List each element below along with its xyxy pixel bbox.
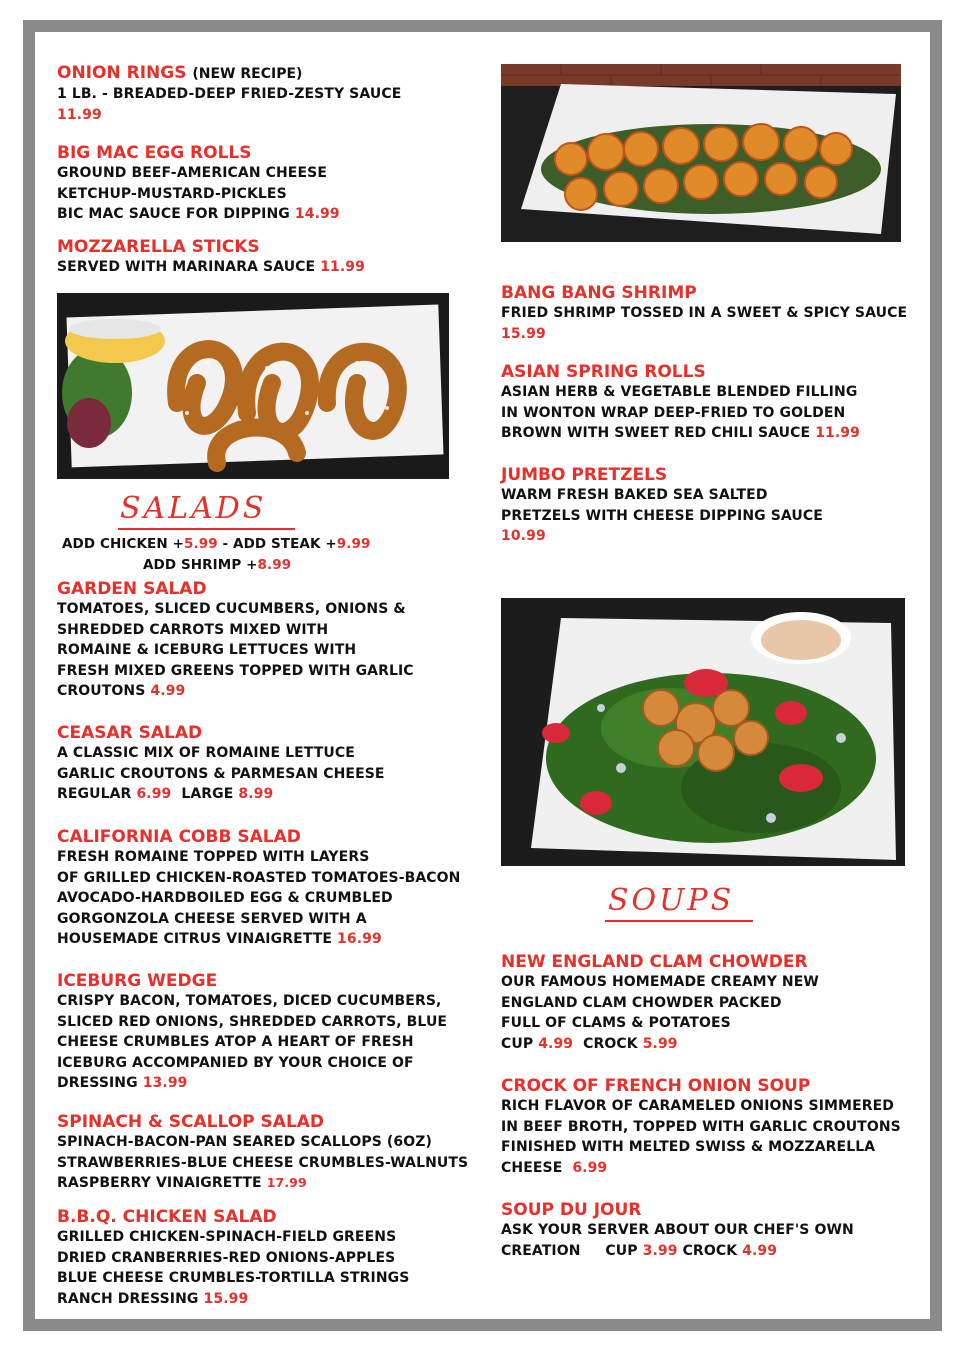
item-title: B.B.Q. CHICKEN SALAD [57, 1207, 277, 1227]
item-price: 11.99 [57, 106, 102, 123]
garden-salad: GARDEN SALAD TOMATOES, SLICED CUCUMBERS, ONIONS & SHREDDED CARROTS MIXED WITH ROMAINE & ICEBURG LETTUCES WITH FRESH MIXED GREENS TOPPED WITH GARLIC CROUTONS 4.99 [57, 579, 414, 700]
item-title: CEASAR SALAD [57, 723, 203, 743]
soups-underline [605, 920, 753, 922]
salads-heading: SALADS [120, 491, 267, 526]
salads-underline [118, 528, 295, 530]
ceasar-salad: CEASAR SALAD A CLASSIC MIX OF ROMAINE LETTUCE GARLIC CROUTONS & PARMESAN CHEESE REGULAR 6.99 LARGE 8.99 [57, 723, 385, 803]
onion-rings [57, 63, 401, 125]
salad-addons: ADD CHICKEN +5.99 - ADD STEAK +9.99 ADD SHRIMP +8.99 [62, 536, 371, 573]
item-title: SPINACH & SCALLOP SALAD [57, 1112, 325, 1132]
big-mac-egg-rolls [57, 143, 340, 225]
item-title: BANG BANG SHRIMP [501, 283, 697, 303]
mozzarella-sticks [57, 237, 365, 278]
item-desc: GROUND BEEF-AMERICAN CHEESE [57, 165, 327, 181]
bbq-chicken-salad: B.B.Q. CHICKEN SALAD GRILLED CHICKEN-SPINACH-FIELD GREENS DRIED CRANBERRIES-RED ONIONS-APPLES BLUE CHEESE CRUMBLES-TORTILLA STRINGS RANCH DRESSING 15.99 [57, 1207, 410, 1307]
item-desc: 1 LB. - BREADED-DEEP FRIED-ZESTY SAUCE [57, 86, 402, 102]
asian-spring-rolls: ASIAN SPRING ROLLS ASIAN HERB & VEGETABLE BLENDED FILLING IN WONTON WRAP DEEP-FRIED TO GOLDEN BROWN WITH SWEET RED CHILI SAUCE 11.99 [501, 362, 860, 442]
item-title: JUMBO PRETZELS [501, 465, 668, 485]
spinach-scallop-salad: SPINACH & SCALLOP SALAD SPINACH-BACON-PAN SEARED SCALLOPS (6OZ) STRAWBERRIES-BLUE CHEESE CRUMBLES-WALNUTS RASPBERRY VINAIGRETTE 17.99 [57, 1112, 469, 1192]
california-cobb-salad: CALIFORNIA COBB SALAD FRESH ROMAINE TOPPED WITH LAYERS OF GRILLED CHICKEN-ROASTED TOMATOES-BACON AVOCADO-HARDBOILED EGG & CRUMBLED GORGONZOLA CHEESE SERVED WITH A HOUSEMADE CITRUS VINAIGRETTE 16.99 [57, 827, 461, 948]
pretzel-photo [57, 293, 449, 479]
iceburg-wedge: ICEBURG WEDGE CRISPY BACON, TOMATOES, DICED CUCUMBERS, SLICED RED ONIONS, SHREDDED CARROTS, BLUE CHEESE CRUMBLES ATOP A HEART OF FRESH ICEBURG ACCOMPANIED BY YOUR CHOICE OF DRESSING 13.99 [57, 971, 448, 1092]
jumbo-pretzels: JUMBO PRETZELS WARM FRESH BAKED SEA SALTED PRETZELS WITH CHEESE DIPPING SAUCE 10.99 [501, 465, 823, 545]
crock-of-french-onion-soup: CROCK OF FRENCH ONION SOUP RICH FLAVOR OF CARAMELED ONIONS SIMMERED IN BEEF BROTH, TOPPED WITH GARLIC CROUTONS FINISHED WITH MELTED SWISS & MOZZARELLA CHEESE 6.99 [501, 1076, 901, 1176]
item-desc: SERVED WITH MARINARA SAUCE 11.99 [57, 259, 365, 275]
item-title: SOUP DU JOUR [501, 1200, 642, 1220]
spinach-salad-photo [501, 598, 905, 866]
item-title: ONION RINGS (NEW RECIPE) [57, 63, 303, 83]
soup-du-jour: SOUP DU JOUR ASK YOUR SERVER ABOUT OUR CHEF'S OWN CREATION CUP 3.99 CROCK 4.99 [501, 1200, 854, 1259]
item-title: BIG MAC EGG ROLLS [57, 143, 252, 163]
new-england-clam-chowder: NEW ENGLAND CLAM CHOWDER OUR FAMOUS HOMEMADE CREAMY NEW ENGLAND CLAM CHOWDER PACKED FULL OF CLAMS & POTATOES CUP 4.99 CROCK 5.99 [501, 952, 819, 1052]
soups-heading: SOUPS [608, 883, 735, 918]
item-title: ASIAN SPRING ROLLS [501, 362, 706, 382]
item-title: ICEBURG WEDGE [57, 971, 218, 991]
item-title: CALIFORNIA COBB SALAD [57, 827, 301, 847]
item-desc: BIC MAC SAUCE FOR DIPPING 14.99 [57, 206, 340, 223]
item-title: GARDEN SALAD [57, 579, 207, 599]
item-desc: KETCHUP-MUSTARD-PICKLES [57, 185, 287, 202]
shrimp-photo [501, 64, 901, 242]
item-title: MOZZARELLA STICKS [57, 237, 260, 257]
item-title: CROCK OF FRENCH ONION SOUP [501, 1076, 811, 1096]
bang-bang-shrimp: BANG BANG SHRIMP FRIED SHRIMP TOSSED IN A SWEET & SPICY SAUCE 15.99 [501, 283, 908, 342]
item-title: NEW ENGLAND CLAM CHOWDER [501, 952, 808, 972]
